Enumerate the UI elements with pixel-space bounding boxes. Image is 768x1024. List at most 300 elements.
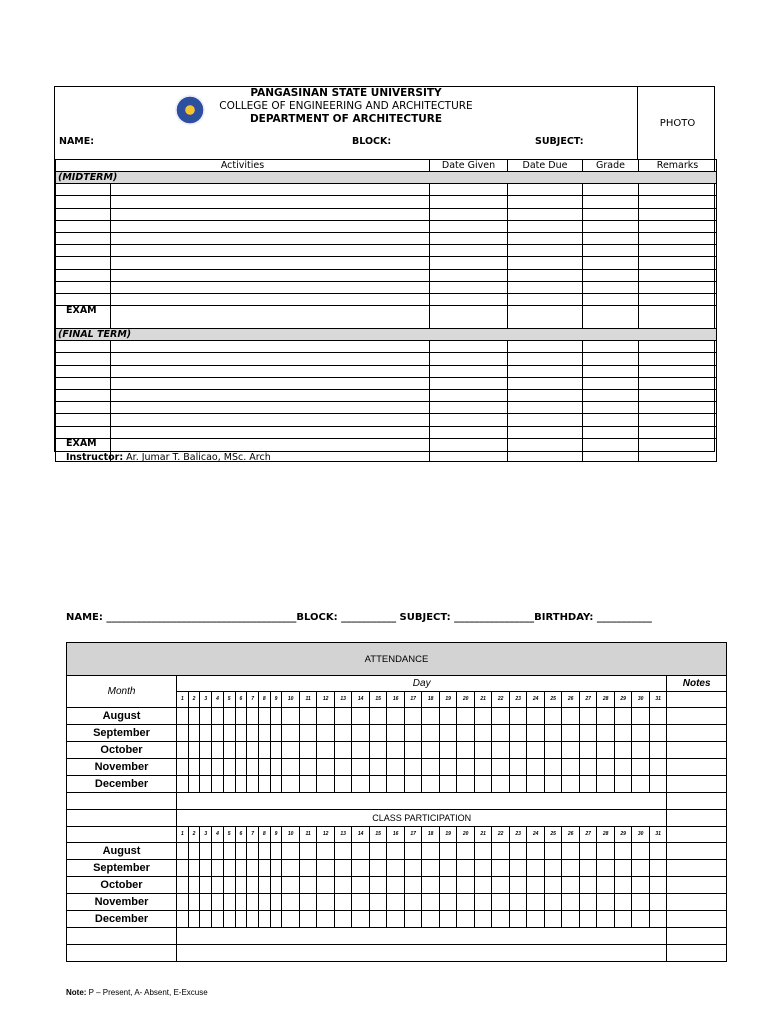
mark-cell[interactable] <box>439 759 457 776</box>
mark-cell[interactable] <box>614 708 632 725</box>
mark-cell[interactable] <box>649 860 667 877</box>
activity-cell[interactable] <box>639 414 717 426</box>
mark-cell[interactable] <box>258 708 270 725</box>
mark-cell[interactable] <box>649 776 667 793</box>
mark-cell[interactable] <box>258 725 270 742</box>
activity-cell[interactable] <box>583 269 639 281</box>
activity-cell[interactable] <box>56 257 111 269</box>
exam-cell[interactable] <box>639 438 717 461</box>
blank-cell[interactable] <box>667 945 727 962</box>
activity-cell[interactable] <box>639 257 717 269</box>
activity-cell[interactable] <box>430 232 508 244</box>
activity-cell[interactable] <box>56 208 111 220</box>
mark-cell[interactable] <box>352 742 370 759</box>
mark-cell[interactable] <box>562 911 580 928</box>
blank-cell[interactable] <box>177 793 667 810</box>
notes-cell[interactable] <box>667 692 727 708</box>
activity-cell[interactable] <box>583 220 639 232</box>
mark-cell[interactable] <box>235 911 247 928</box>
mark-cell[interactable] <box>474 708 492 725</box>
mark-cell[interactable] <box>317 911 335 928</box>
mark-cell[interactable] <box>667 759 727 776</box>
activity-cell[interactable] <box>56 245 111 257</box>
mark-cell[interactable] <box>235 877 247 894</box>
mark-cell[interactable] <box>509 877 527 894</box>
activity-cell[interactable] <box>508 245 583 257</box>
activity-cell[interactable] <box>639 196 717 208</box>
mark-cell[interactable] <box>317 776 335 793</box>
mark-cell[interactable] <box>223 708 235 725</box>
mark-cell[interactable] <box>270 708 282 725</box>
activity-cell[interactable] <box>639 365 717 377</box>
mark-cell[interactable] <box>544 860 562 877</box>
mark-cell[interactable] <box>422 708 440 725</box>
mark-cell[interactable] <box>334 860 352 877</box>
mark-cell[interactable] <box>188 911 200 928</box>
mark-cell[interactable] <box>597 725 615 742</box>
activity-cell[interactable] <box>639 232 717 244</box>
mark-cell[interactable] <box>258 877 270 894</box>
mark-cell[interactable] <box>544 911 562 928</box>
mark-cell[interactable] <box>544 708 562 725</box>
mark-cell[interactable] <box>352 759 370 776</box>
activity-cell[interactable] <box>430 293 508 305</box>
activity-cell[interactable] <box>111 269 430 281</box>
mark-cell[interactable] <box>527 894 545 911</box>
mark-cell[interactable] <box>509 742 527 759</box>
activity-cell[interactable] <box>430 220 508 232</box>
mark-cell[interactable] <box>492 860 510 877</box>
mark-cell[interactable] <box>422 776 440 793</box>
mark-cell[interactable] <box>247 911 259 928</box>
activity-cell[interactable] <box>583 232 639 244</box>
activity-cell[interactable] <box>111 377 430 389</box>
mark-cell[interactable] <box>212 894 224 911</box>
mark-cell[interactable] <box>439 708 457 725</box>
activity-cell[interactable] <box>508 208 583 220</box>
mark-cell[interactable] <box>614 911 632 928</box>
mark-cell[interactable] <box>474 894 492 911</box>
exam-cell[interactable] <box>430 306 508 329</box>
mark-cell[interactable] <box>212 860 224 877</box>
activity-cell[interactable] <box>111 220 430 232</box>
mark-cell[interactable] <box>317 708 335 725</box>
blank-cell[interactable] <box>177 945 667 962</box>
mark-cell[interactable] <box>457 843 475 860</box>
mark-cell[interactable] <box>579 759 597 776</box>
activity-cell[interactable] <box>56 426 111 438</box>
mark-cell[interactable] <box>258 911 270 928</box>
mark-cell[interactable] <box>422 877 440 894</box>
mark-cell[interactable] <box>200 860 212 877</box>
mark-cell[interactable] <box>223 725 235 742</box>
mark-cell[interactable] <box>235 776 247 793</box>
mark-cell[interactable] <box>597 776 615 793</box>
activity-cell[interactable] <box>508 196 583 208</box>
activity-cell[interactable] <box>111 414 430 426</box>
activity-cell[interactable] <box>508 293 583 305</box>
mark-cell[interactable] <box>649 877 667 894</box>
mark-cell[interactable] <box>369 843 387 860</box>
mark-cell[interactable] <box>282 776 300 793</box>
activity-cell[interactable] <box>639 390 717 402</box>
mark-cell[interactable] <box>474 742 492 759</box>
mark-cell[interactable] <box>387 742 405 759</box>
mark-cell[interactable] <box>387 708 405 725</box>
mark-cell[interactable] <box>223 742 235 759</box>
activity-cell[interactable] <box>508 390 583 402</box>
activity-cell[interactable] <box>583 208 639 220</box>
mark-cell[interactable] <box>212 759 224 776</box>
mark-cell[interactable] <box>334 911 352 928</box>
mark-cell[interactable] <box>509 759 527 776</box>
mark-cell[interactable] <box>649 894 667 911</box>
mark-cell[interactable] <box>387 860 405 877</box>
mark-cell[interactable] <box>544 725 562 742</box>
mark-cell[interactable] <box>317 742 335 759</box>
mark-cell[interactable] <box>544 776 562 793</box>
mark-cell[interactable] <box>188 725 200 742</box>
activity-cell[interactable] <box>430 402 508 414</box>
activity-cell[interactable] <box>508 257 583 269</box>
mark-cell[interactable] <box>212 776 224 793</box>
mark-cell[interactable] <box>527 776 545 793</box>
activity-cell[interactable] <box>583 353 639 365</box>
mark-cell[interactable] <box>439 742 457 759</box>
mark-cell[interactable] <box>457 725 475 742</box>
mark-cell[interactable] <box>579 742 597 759</box>
mark-cell[interactable] <box>579 877 597 894</box>
activity-cell[interactable] <box>583 390 639 402</box>
exam-cell[interactable] <box>508 438 583 461</box>
activity-cell[interactable] <box>430 426 508 438</box>
activity-cell[interactable] <box>111 426 430 438</box>
mark-cell[interactable] <box>177 877 189 894</box>
mark-cell[interactable] <box>334 742 352 759</box>
mark-cell[interactable] <box>474 911 492 928</box>
mark-cell[interactable] <box>369 725 387 742</box>
activity-cell[interactable] <box>56 341 111 353</box>
mark-cell[interactable] <box>200 725 212 742</box>
mark-cell[interactable] <box>270 860 282 877</box>
mark-cell[interactable] <box>334 759 352 776</box>
activity-cell[interactable] <box>583 402 639 414</box>
mark-cell[interactable] <box>422 843 440 860</box>
mark-cell[interactable] <box>282 894 300 911</box>
mark-cell[interactable] <box>299 759 317 776</box>
blank-cell[interactable] <box>667 793 727 810</box>
mark-cell[interactable] <box>597 911 615 928</box>
mark-cell[interactable] <box>270 742 282 759</box>
mark-cell[interactable] <box>632 759 650 776</box>
activity-cell[interactable] <box>111 281 430 293</box>
mark-cell[interactable] <box>270 759 282 776</box>
mark-cell[interactable] <box>492 877 510 894</box>
mark-cell[interactable] <box>299 843 317 860</box>
mark-cell[interactable] <box>188 776 200 793</box>
mark-cell[interactable] <box>562 877 580 894</box>
mark-cell[interactable] <box>258 860 270 877</box>
mark-cell[interactable] <box>667 742 727 759</box>
mark-cell[interactable] <box>562 725 580 742</box>
mark-cell[interactable] <box>235 742 247 759</box>
mark-cell[interactable] <box>387 759 405 776</box>
mark-cell[interactable] <box>223 860 235 877</box>
mark-cell[interactable] <box>247 860 259 877</box>
mark-cell[interactable] <box>422 911 440 928</box>
mark-cell[interactable] <box>562 759 580 776</box>
mark-cell[interactable] <box>667 860 727 877</box>
activity-cell[interactable] <box>639 220 717 232</box>
mark-cell[interactable] <box>200 877 212 894</box>
mark-cell[interactable] <box>474 776 492 793</box>
activity-cell[interactable] <box>111 196 430 208</box>
activity-cell[interactable] <box>56 353 111 365</box>
mark-cell[interactable] <box>614 894 632 911</box>
mark-cell[interactable] <box>387 894 405 911</box>
activity-cell[interactable] <box>430 365 508 377</box>
mark-cell[interactable] <box>270 725 282 742</box>
mark-cell[interactable] <box>579 894 597 911</box>
mark-cell[interactable] <box>544 742 562 759</box>
activity-cell[interactable] <box>639 269 717 281</box>
mark-cell[interactable] <box>439 860 457 877</box>
mark-cell[interactable] <box>544 843 562 860</box>
activity-cell[interactable] <box>430 245 508 257</box>
mark-cell[interactable] <box>352 877 370 894</box>
activity-cell[interactable] <box>111 257 430 269</box>
mark-cell[interactable] <box>212 877 224 894</box>
activity-cell[interactable] <box>56 365 111 377</box>
mark-cell[interactable] <box>632 708 650 725</box>
mark-cell[interactable] <box>632 725 650 742</box>
mark-cell[interactable] <box>270 877 282 894</box>
mark-cell[interactable] <box>562 894 580 911</box>
activity-cell[interactable] <box>508 426 583 438</box>
mark-cell[interactable] <box>667 725 727 742</box>
mark-cell[interactable] <box>235 759 247 776</box>
mark-cell[interactable] <box>597 759 615 776</box>
mark-cell[interactable] <box>223 843 235 860</box>
activity-cell[interactable] <box>111 184 430 196</box>
mark-cell[interactable] <box>667 708 727 725</box>
mark-cell[interactable] <box>369 894 387 911</box>
mark-cell[interactable] <box>439 725 457 742</box>
mark-cell[interactable] <box>597 894 615 911</box>
mark-cell[interactable] <box>544 894 562 911</box>
mark-cell[interactable] <box>270 911 282 928</box>
mark-cell[interactable] <box>457 860 475 877</box>
activity-cell[interactable] <box>583 293 639 305</box>
exam-cell[interactable] <box>508 306 583 329</box>
mark-cell[interactable] <box>387 877 405 894</box>
activity-cell[interactable] <box>583 184 639 196</box>
activity-cell[interactable] <box>583 426 639 438</box>
activity-cell[interactable] <box>430 184 508 196</box>
mark-cell[interactable] <box>597 742 615 759</box>
mark-cell[interactable] <box>282 843 300 860</box>
mark-cell[interactable] <box>369 742 387 759</box>
mark-cell[interactable] <box>299 708 317 725</box>
mark-cell[interactable] <box>544 759 562 776</box>
mark-cell[interactable] <box>270 894 282 911</box>
mark-cell[interactable] <box>614 877 632 894</box>
mark-cell[interactable] <box>235 894 247 911</box>
activity-cell[interactable] <box>639 377 717 389</box>
mark-cell[interactable] <box>352 894 370 911</box>
mark-cell[interactable] <box>439 843 457 860</box>
mark-cell[interactable] <box>439 776 457 793</box>
mark-cell[interactable] <box>404 725 422 742</box>
mark-cell[interactable] <box>579 708 597 725</box>
mark-cell[interactable] <box>632 877 650 894</box>
activity-cell[interactable] <box>639 341 717 353</box>
mark-cell[interactable] <box>632 742 650 759</box>
mark-cell[interactable] <box>188 742 200 759</box>
activity-cell[interactable] <box>508 184 583 196</box>
activity-cell[interactable] <box>56 220 111 232</box>
activity-cell[interactable] <box>508 414 583 426</box>
mark-cell[interactable] <box>632 843 650 860</box>
activity-cell[interactable] <box>430 414 508 426</box>
mark-cell[interactable] <box>299 860 317 877</box>
mark-cell[interactable] <box>188 759 200 776</box>
mark-cell[interactable] <box>404 843 422 860</box>
mark-cell[interactable] <box>404 877 422 894</box>
mark-cell[interactable] <box>579 860 597 877</box>
activity-cell[interactable] <box>508 341 583 353</box>
mark-cell[interactable] <box>317 860 335 877</box>
mark-cell[interactable] <box>509 725 527 742</box>
mark-cell[interactable] <box>352 843 370 860</box>
mark-cell[interactable] <box>474 759 492 776</box>
mark-cell[interactable] <box>492 911 510 928</box>
activity-cell[interactable] <box>56 232 111 244</box>
mark-cell[interactable] <box>317 894 335 911</box>
mark-cell[interactable] <box>247 877 259 894</box>
activity-cell[interactable] <box>430 353 508 365</box>
activity-cell[interactable] <box>111 245 430 257</box>
mark-cell[interactable] <box>474 877 492 894</box>
exam-cell[interactable] <box>583 306 639 329</box>
activity-cell[interactable] <box>508 353 583 365</box>
activity-cell[interactable] <box>430 196 508 208</box>
exam-cell[interactable] <box>583 438 639 461</box>
exam-cell[interactable] <box>111 306 430 329</box>
mark-cell[interactable] <box>177 911 189 928</box>
mark-cell[interactable] <box>492 759 510 776</box>
mark-cell[interactable] <box>212 911 224 928</box>
mark-cell[interactable] <box>188 860 200 877</box>
mark-cell[interactable] <box>614 725 632 742</box>
activity-cell[interactable] <box>111 232 430 244</box>
activity-cell[interactable] <box>56 269 111 281</box>
activity-cell[interactable] <box>56 402 111 414</box>
mark-cell[interactable] <box>212 708 224 725</box>
activity-cell[interactable] <box>508 402 583 414</box>
mark-cell[interactable] <box>492 776 510 793</box>
mark-cell[interactable] <box>614 742 632 759</box>
mark-cell[interactable] <box>649 911 667 928</box>
mark-cell[interactable] <box>387 843 405 860</box>
mark-cell[interactable] <box>177 742 189 759</box>
mark-cell[interactable] <box>188 894 200 911</box>
mark-cell[interactable] <box>527 843 545 860</box>
activity-cell[interactable] <box>56 293 111 305</box>
mark-cell[interactable] <box>334 708 352 725</box>
mark-cell[interactable] <box>212 725 224 742</box>
mark-cell[interactable] <box>422 759 440 776</box>
mark-cell[interactable] <box>562 843 580 860</box>
activity-cell[interactable] <box>508 365 583 377</box>
activity-cell[interactable] <box>508 281 583 293</box>
mark-cell[interactable] <box>223 759 235 776</box>
mark-cell[interactable] <box>247 725 259 742</box>
mark-cell[interactable] <box>562 742 580 759</box>
mark-cell[interactable] <box>282 742 300 759</box>
mark-cell[interactable] <box>177 725 189 742</box>
mark-cell[interactable] <box>369 877 387 894</box>
mark-cell[interactable] <box>457 877 475 894</box>
activity-cell[interactable] <box>583 281 639 293</box>
mark-cell[interactable] <box>422 894 440 911</box>
activity-cell[interactable] <box>111 208 430 220</box>
mark-cell[interactable] <box>439 911 457 928</box>
mark-cell[interactable] <box>212 742 224 759</box>
mark-cell[interactable] <box>667 877 727 894</box>
mark-cell[interactable] <box>247 894 259 911</box>
activity-cell[interactable] <box>111 365 430 377</box>
mark-cell[interactable] <box>422 860 440 877</box>
mark-cell[interactable] <box>282 877 300 894</box>
activity-cell[interactable] <box>508 232 583 244</box>
mark-cell[interactable] <box>544 877 562 894</box>
mark-cell[interactable] <box>223 776 235 793</box>
mark-cell[interactable] <box>492 725 510 742</box>
activity-cell[interactable] <box>430 281 508 293</box>
activity-cell[interactable] <box>111 353 430 365</box>
mark-cell[interactable] <box>387 911 405 928</box>
notes-cell[interactable] <box>667 827 727 843</box>
mark-cell[interactable] <box>247 759 259 776</box>
mark-cell[interactable] <box>247 742 259 759</box>
activity-cell[interactable] <box>56 377 111 389</box>
mark-cell[interactable] <box>404 911 422 928</box>
mark-cell[interactable] <box>562 708 580 725</box>
mark-cell[interactable] <box>299 877 317 894</box>
mark-cell[interactable] <box>299 911 317 928</box>
mark-cell[interactable] <box>492 708 510 725</box>
activity-cell[interactable] <box>56 390 111 402</box>
mark-cell[interactable] <box>509 894 527 911</box>
mark-cell[interactable] <box>457 894 475 911</box>
mark-cell[interactable] <box>509 843 527 860</box>
activity-cell[interactable] <box>430 269 508 281</box>
mark-cell[interactable] <box>457 776 475 793</box>
mark-cell[interactable] <box>334 725 352 742</box>
mark-cell[interactable] <box>282 725 300 742</box>
mark-cell[interactable] <box>527 759 545 776</box>
mark-cell[interactable] <box>188 708 200 725</box>
mark-cell[interactable] <box>299 742 317 759</box>
mark-cell[interactable] <box>200 911 212 928</box>
mark-cell[interactable] <box>527 911 545 928</box>
activity-cell[interactable] <box>639 353 717 365</box>
mark-cell[interactable] <box>258 742 270 759</box>
mark-cell[interactable] <box>632 894 650 911</box>
mark-cell[interactable] <box>200 742 212 759</box>
mark-cell[interactable] <box>352 911 370 928</box>
